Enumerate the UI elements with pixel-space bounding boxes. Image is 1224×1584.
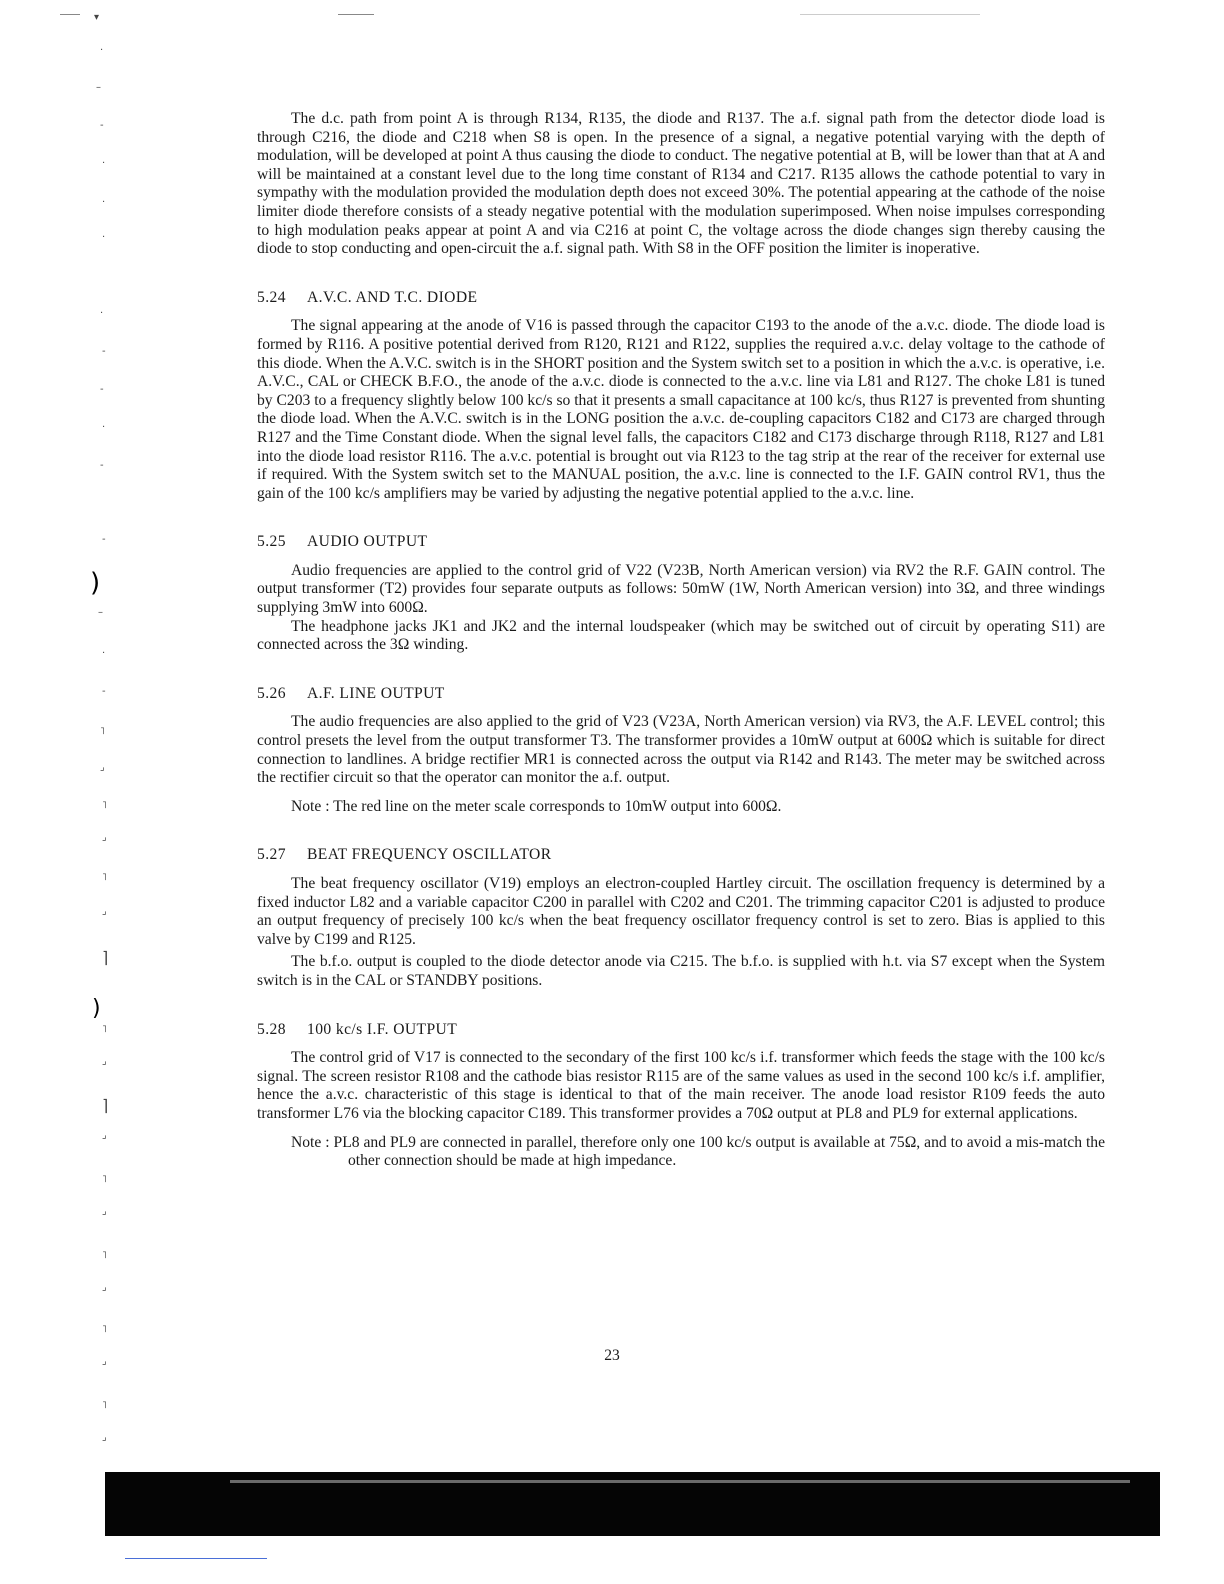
section-5-24-heading [257, 289, 1105, 308]
section-title: 100 kc/s I.F. OUTPUT [307, 1020, 458, 1038]
section-5-27-heading [257, 846, 1105, 865]
section-number: 5.28 [257, 1020, 286, 1038]
section-5-26-note: Note : The red line on the meter scale corresponds to 10mW output into 600Ω. [291, 797, 782, 815]
section-title: AUDIO OUTPUT [307, 533, 428, 551]
section-number: 5.25 [257, 533, 286, 551]
footer-rule [125, 1558, 267, 1559]
section-5-28-note: Note : PL8 and PL9 are connected in parallel, therefore only one 100 kc/s output is available at 75Ω, and to avoid a mis-match the other connection should be made at high impedance. [291, 1133, 1105, 1170]
section-number: 5.24 [257, 288, 286, 306]
section-5-27-paragraph-1: The beat frequency oscillator (V19) employs an electron-coupled Hartley circuit. The oscillation frequency is determined by a fixed inductor L82 and a variable capacitor C200 in parallel with C202 and C201. The trimming capacitor C201 is adjusted to produce an output frequency of precisely 100 kc/s when the beat frequency oscillator frequency control is set to zero. Bias is applied to this valve by C199 and R125. [257, 875, 1105, 948]
section-5-26-heading [257, 685, 1105, 704]
section-number: 5.26 [257, 684, 286, 702]
section-5-26-paragraph: The audio frequencies are also applied to the grid of V23 (V23A, North American version) via RV3, the A.F. LEVEL control; this control presets the level from the output transformer T3. The transformer provides a 10mW output at 600Ω which is suitable for direct connection to landlines. A bridge rectifier MR1 is connected across the output via R142 and R143. The meter may be switched across the rectifier circuit so that the operator can monitor the a.f. output. [257, 713, 1105, 787]
binding-hole-marks: ▾ · – - · · · · - - · - - ) – · - ˥ ⌟ ˥ ⌟ ˥ ⌟ ⌉ ) ˥ ⌟ ⌉ ⌟ ˥ ⌟ ˥ ⌟ ˥ ⌟ ˥ ⌟ [90, 12, 109, 1443]
section-number: 5.27 [257, 846, 286, 864]
scan-top-artifacts [0, 8, 1224, 28]
page-body [257, 110, 1105, 1171]
section-5-25-heading [257, 533, 1105, 552]
section-5-25-paragraph-1: Audio frequencies are applied to the control grid of V22 (V23B, North American version) via RV2 the R.F. GAIN control. The output transformer (T2) provides four separate outputs as follows: 50mW (1W, North American version) into 3Ω, and three windings supplying 3mW into 600Ω. [257, 561, 1105, 617]
section-5-25-paragraph-2: The headphone jacks JK1 and JK2 and the internal loudspeaker (which may be switched out of circuit by operating S11) are connected across the 3Ω winding. [257, 617, 1105, 654]
page-number: 23 [604, 1347, 620, 1364]
section-title: BEAT FREQUENCY OSCILLATOR [307, 846, 552, 864]
section-5-24-paragraph: The signal appearing at the anode of V16 is passed through the capacitor C193 to the anode of the a.v.c. diode. The diode load is formed by R116. A positive potential derived from R120, R121 and R122, supplies the required a.v.c. delay voltage to the cathode of this diode. When the A.V.C. switch is in the SHORT position and the System switch set to a position in which the a.v.c. is operative, i.e. A.V.C., CAL or CHECK B.F.O., the anode of the a.v.c. diode is connected to the a.v.c. line via L81 and R127. The choke L81 is tuned by C203 to a frequency slightly below 100 kc/s so that it presents a small capacitance at 100 kc/s, thus R127 is prevented from shunting the diode load. When the A.V.C. switch is in the LONG position the a.v.c. de-coupling capacitors C182 and C173 are charged through R127 and the Time Constant diode. When the signal level falls, the capacitors C182 and C173 discharge through R118, R127 and L81 into the diode load resistor R116. The a.v.c. potential is brought out via R123 to the tag strip at the rear of the receiver for external use if required. With the System switch set to the MANUAL position, the a.v.c. line is connected to the I.F. GAIN control RV1, thus the gain of the 100 kc/s amplifiers may be varied by adjusting the negative potential applied to the a.v.c. line. [257, 317, 1105, 502]
intro-paragraph: The d.c. path from point A is through R134, R135, the diode and R137. The a.f. signal path from the detector diode load is through C216, the diode and C218 when S8 is open. In the presence of a signal, a negative potential varying with the depth of modulation, will be developed at point A thus causing the diode to conduct. The negative potential at B, will be lower than that at A and will be maintained at a constant level due to the long time constant of R134 and C217. R135 allows the cathode potential to vary in sympathy with the modulation provided the modulation depth does not exceed 30%. The potential appearing at the cathode of the noise limiter diode therefore consists of a steady negative potential with the modulation superimposed. When noise impulses corresponding to high modulation peaks appear at point A and via C216 at point C, the voltage across the diode changes sign thereby causing the diode to stop conducting and open-circuit the a.f. signal path. With S8 in the OFF position the limiter is inoperative. [257, 110, 1105, 258]
section-5-28-heading [257, 1021, 1105, 1040]
section-5-28-paragraph: The control grid of V17 is connected to the secondary of the first 100 kc/s i.f. transformer which feeds the stage with the 100 kc/s signal. The screen resistor R108 and the cathode bias resistor R115 are of the same values as used in the second 100 kc/s i.f. amplifier, hence the a.v.c. characteristic of this stage is identical to that of the main receiver. The anode load resistor R109 feeds the auto transformer L76 via the blocking capacitor C189. This transformer provides a 70Ω output at PL8 and PL9 for external applications. [257, 1049, 1105, 1122]
section-title: A.F. LINE OUTPUT [307, 684, 445, 702]
section-5-27-paragraph-2: The b.f.o. output is coupled to the diode detector anode via C215. The b.f.o. is supplied with h.t. via S7 except when the System switch is in the CAL or STANDBY positions. [257, 953, 1105, 989]
scan-edge-streak [230, 1480, 1130, 1483]
section-title: A.V.C. AND T.C. DIODE [307, 288, 478, 306]
